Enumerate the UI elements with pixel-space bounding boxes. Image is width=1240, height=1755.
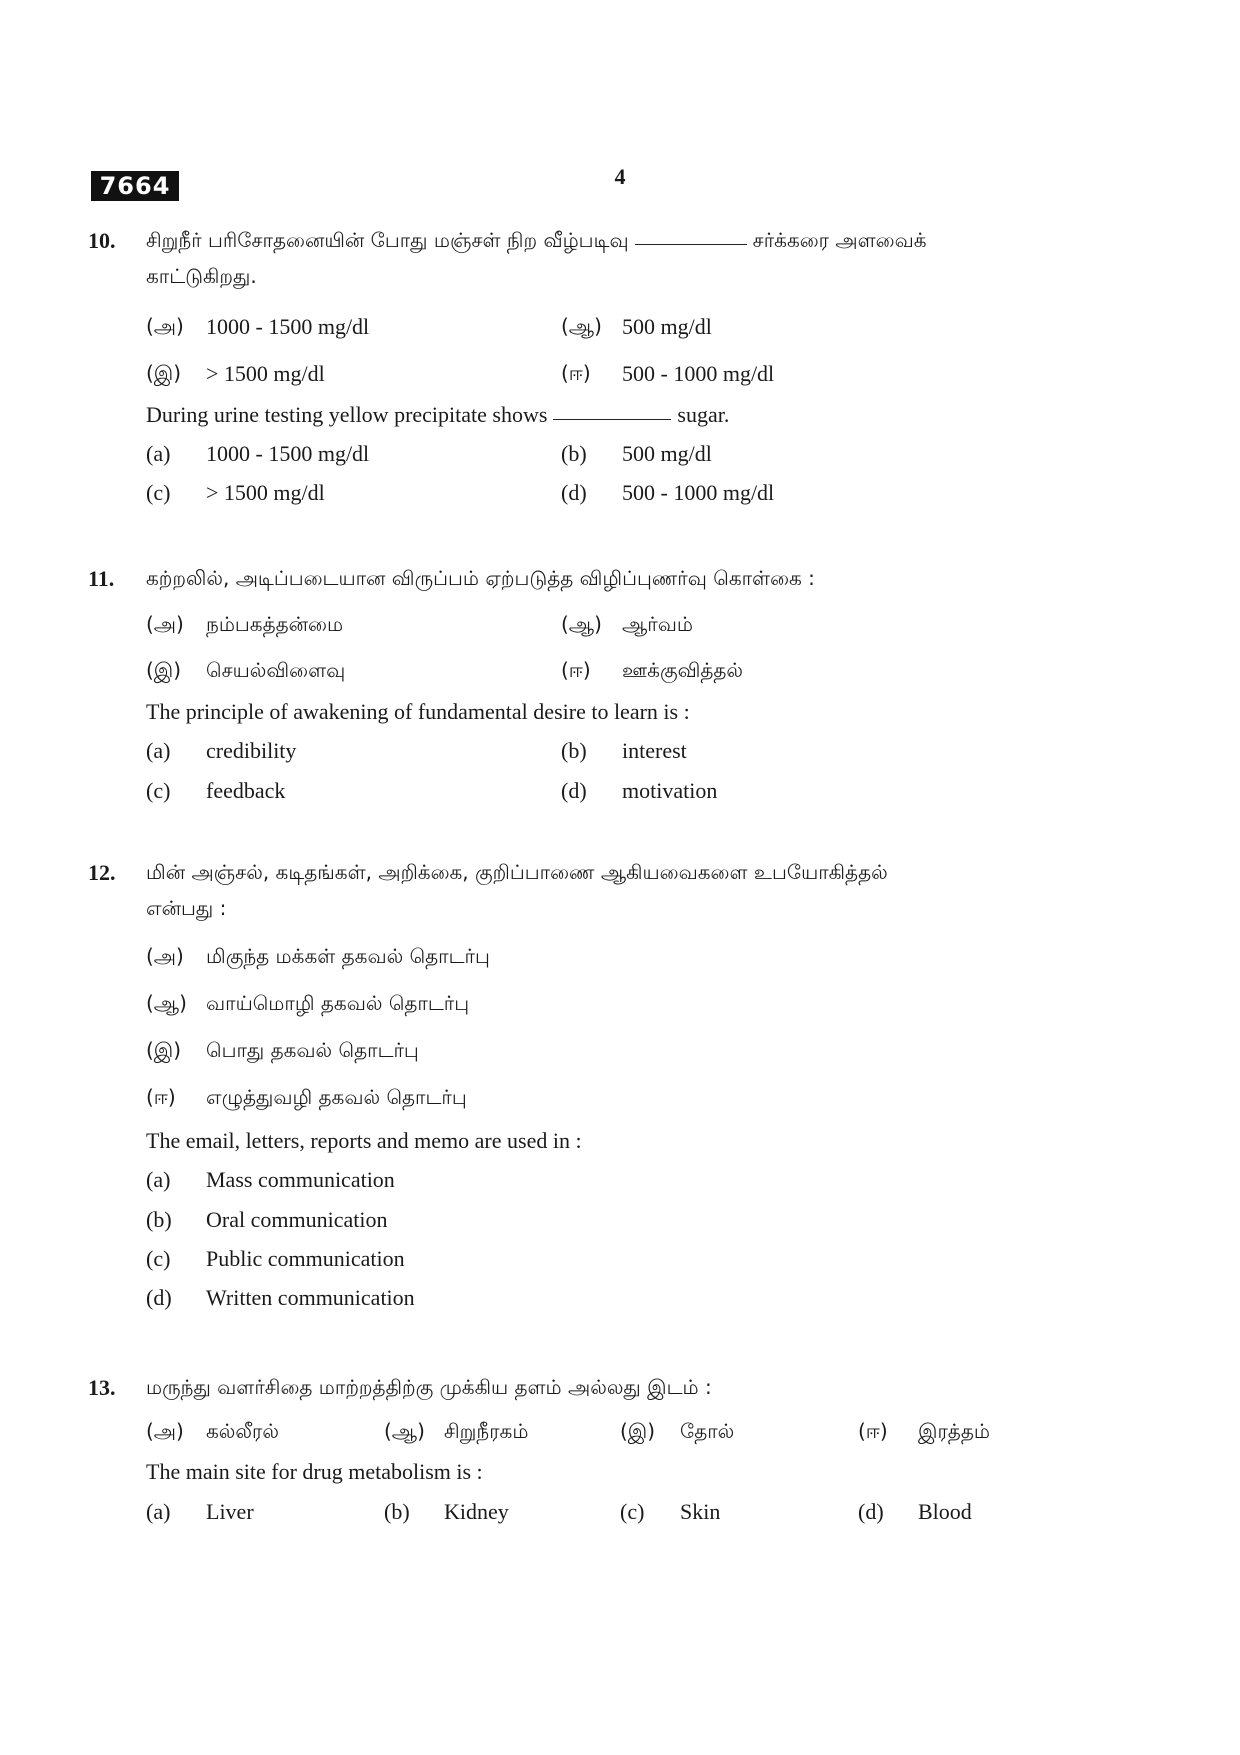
question-english: The email, letters, reports and memo are used in :	[146, 1128, 582, 1153]
option-label: (ஈ)	[858, 1419, 888, 1443]
option-label: (c)	[146, 778, 171, 803]
option-text: Blood	[918, 1499, 972, 1524]
option-text: Kidney	[444, 1499, 509, 1524]
option-label: (ஆ)	[384, 1419, 425, 1443]
option-text: கல்லீரல்	[206, 1419, 279, 1443]
option-text: பொது தகவல் தொடர்பு	[206, 1038, 419, 1062]
option-text: 500 mg/dl	[622, 441, 712, 466]
option-text: 1000 - 1500 mg/dl	[206, 441, 370, 466]
option-label: (ஈ)	[561, 658, 591, 682]
option-label: (a)	[146, 1499, 171, 1524]
question-tamil: மருந்து வளர்சிதை மாற்றத்திற்கு முக்கிய தளம் அல்லது இடம் :	[146, 1375, 712, 1399]
option-label: (ஆ)	[561, 612, 602, 636]
option-label: (அ)	[146, 1419, 184, 1443]
paper-code-badge: 7664	[91, 171, 179, 201]
question-tamil-line2: என்பது :	[146, 896, 227, 920]
question-tamil-line2: காட்டுகிறது.	[146, 264, 257, 288]
option-text: interest	[622, 738, 687, 763]
option-text: Liver	[206, 1499, 254, 1524]
option-text: Written communication	[206, 1285, 415, 1310]
option-label: (d)	[858, 1499, 884, 1524]
question-number: 13.	[88, 1375, 116, 1400]
blank-line	[635, 244, 747, 245]
option-label: (d)	[561, 778, 587, 803]
option-text: 500 - 1000 mg/dl	[622, 361, 775, 386]
question-english-part1: During urine testing yellow precipitate shows	[146, 402, 548, 427]
option-label: (ஈ)	[146, 1085, 176, 1109]
option-label: (இ)	[146, 1038, 182, 1062]
question-12	[88, 860, 1148, 1320]
option-label: (c)	[620, 1499, 645, 1524]
option-label: (அ)	[146, 612, 184, 636]
option-label: (இ)	[620, 1419, 656, 1443]
option-label: (a)	[146, 738, 171, 763]
question-11	[88, 566, 1148, 806]
option-text: ஆர்வம்	[622, 612, 693, 636]
option-label: (c)	[146, 1246, 171, 1271]
option-label: (d)	[561, 480, 587, 505]
option-text: > 1500 mg/dl	[206, 480, 325, 505]
option-text: மிகுந்த மக்கள் தகவல் தொடர்பு	[206, 944, 490, 968]
question-tamil-part2: சர்க்கரை அளவைக்	[752, 228, 927, 252]
option-text: எழுத்துவழி தகவல் தொடர்பு	[206, 1085, 467, 1109]
option-text: 1000 - 1500 mg/dl	[206, 314, 370, 339]
question-number: 10.	[88, 228, 116, 253]
option-label: (c)	[146, 480, 171, 505]
option-label: (a)	[146, 441, 171, 466]
question-english	[146, 402, 729, 428]
option-label: (இ)	[146, 361, 182, 385]
question-tamil-part1: சிறுநீர் பரிசோதனையின் போது மஞ்சள் நிற வீழ்படிவு	[146, 228, 629, 252]
question-english: The principle of awakening of fundamental desire to learn is :	[146, 699, 690, 724]
option-text: Mass communication	[206, 1167, 395, 1192]
option-label: (ஆ)	[561, 314, 602, 338]
option-text: feedback	[206, 778, 286, 803]
option-text: ஊக்குவித்தல்	[622, 658, 744, 682]
option-text: credibility	[206, 738, 297, 763]
option-label: (அ)	[146, 314, 184, 338]
option-text: 500 mg/dl	[622, 314, 712, 339]
option-text: சிறுநீரகம்	[444, 1419, 529, 1443]
option-text: > 1500 mg/dl	[206, 361, 325, 386]
question-10	[88, 228, 1148, 508]
option-label: (அ)	[146, 944, 184, 968]
option-text: Oral communication	[206, 1207, 388, 1232]
option-label: (d)	[146, 1285, 172, 1310]
question-english: The main site for drug metabolism is :	[146, 1459, 483, 1484]
option-label: (b)	[561, 441, 587, 466]
option-label: (ஈ)	[561, 361, 591, 385]
option-text: நம்பகத்தன்மை	[206, 612, 344, 636]
question-number: 11.	[88, 566, 115, 591]
option-text: 500 - 1000 mg/dl	[622, 480, 775, 505]
option-text: வாய்மொழி தகவல் தொடர்பு	[206, 991, 470, 1015]
question-13	[88, 1375, 1148, 1535]
option-text: Public communication	[206, 1246, 405, 1271]
page-number: 4	[614, 164, 626, 189]
option-label: (b)	[146, 1207, 172, 1232]
option-text: motivation	[622, 778, 718, 803]
blank-line	[553, 419, 671, 420]
option-label: (b)	[561, 738, 587, 763]
question-tamil-line1: மின் அஞ்சல், கடிதங்கள், அறிக்கை, குறிப்பாணை ஆகியவைகளை உபயோகித்தல்	[146, 860, 888, 884]
option-text: Skin	[680, 1499, 721, 1524]
option-text: தோல்	[680, 1419, 735, 1443]
option-text: செயல்விளைவு	[206, 658, 346, 682]
question-number: 12.	[88, 860, 116, 885]
option-label: (b)	[384, 1499, 410, 1524]
question-english-part2: sugar.	[677, 402, 730, 427]
option-label: (இ)	[146, 658, 182, 682]
question-tamil-line1	[146, 228, 927, 255]
question-tamil: கற்றலில், அடிப்படையான விருப்பம் ஏற்படுத்த விழிப்புணர்வு கொள்கை :	[146, 566, 815, 590]
option-label: (ஆ)	[146, 991, 187, 1015]
option-label: (a)	[146, 1167, 171, 1192]
option-text: இரத்தம்	[918, 1419, 990, 1443]
